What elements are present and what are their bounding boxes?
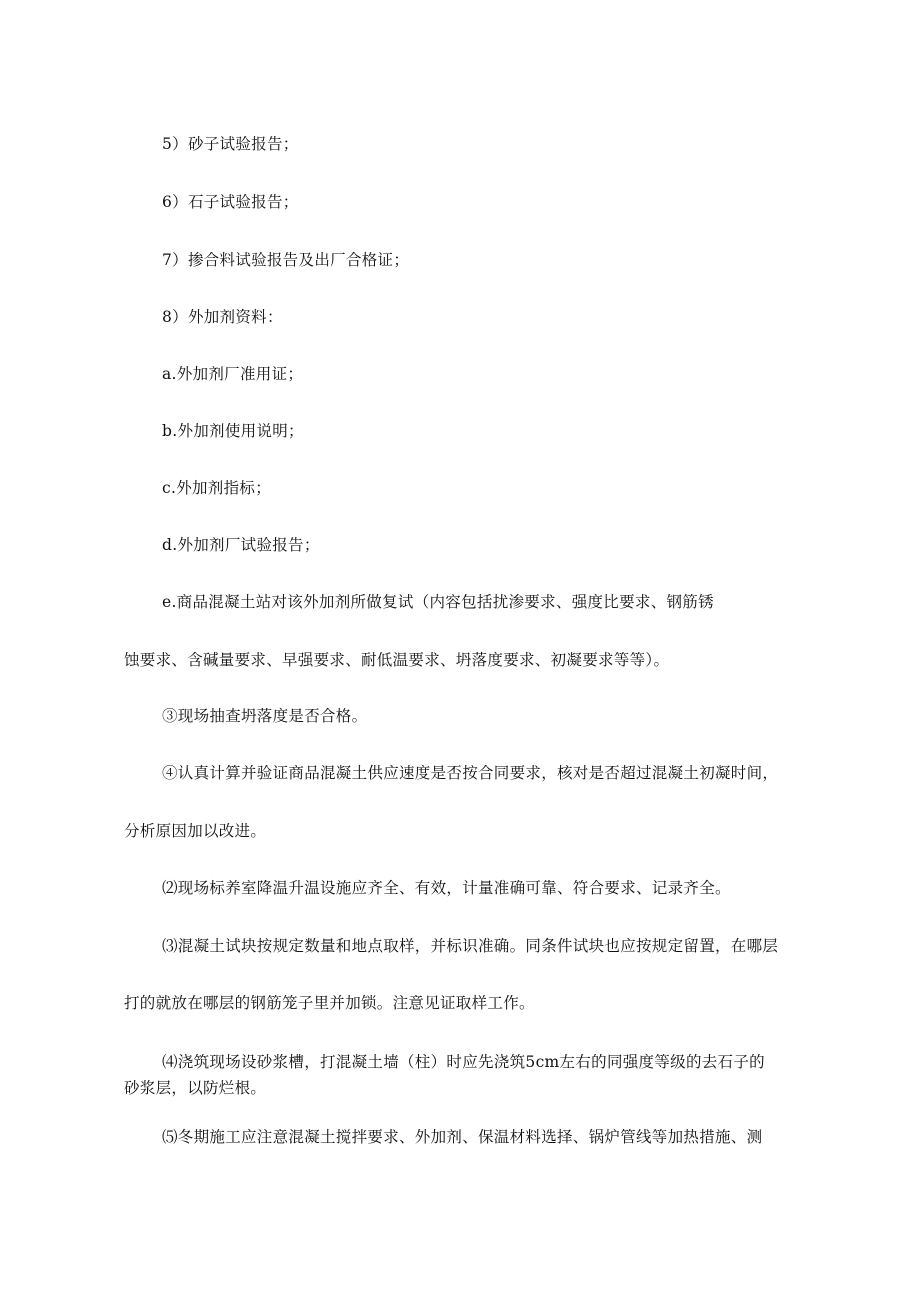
item-curing-room: ⑵现场标养室降温升温设施应齐全、有效，计量准确可靠、符合要求、记录齐全。	[162, 879, 731, 897]
item-mortar-trough-continued: 砂浆层，以防烂根。	[124, 1079, 267, 1097]
subitem-b-instructions: b.外加剂使用说明；	[162, 422, 304, 440]
subitem-e-retest: e.商品混凝土站对该外加剂所做复试（内容包括扰渗要求、强度比要求、钢筋锈	[162, 593, 714, 611]
item-mortar-trough: ⑷浇筑现场设砂浆槽，打混凝土墙（柱）时应先浇筑5cm左右的同强度等级的去石子的	[162, 1053, 765, 1071]
subitem-e-retest-continued: 蚀要求、含碱量要求、早强要求、耐低温要求、坍落度要求、初凝要求等等）。	[124, 651, 670, 669]
item-admixture-material-report: 7）掺合料试验报告及出厂合格证；	[162, 251, 410, 269]
item-stone-test-report: 6）石子试验报告；	[162, 193, 299, 211]
subitem-d-factory-report: d.外加剂厂试验报告；	[162, 536, 320, 554]
item-supply-speed-continued: 分析原因加以改进。	[124, 822, 267, 840]
item-additive-documents: 8）外加剂资料：	[162, 308, 283, 326]
subitem-a-permit: a.外加剂厂准用证；	[162, 365, 304, 383]
item-slump-check: ③现场抽查坍落度是否合格。	[162, 707, 368, 725]
item-test-blocks-continued: 打的就放在哪层的钢筋笼子里并加锁。注意见证取样工作。	[124, 994, 535, 1012]
item-supply-speed: ④认真计算并验证商品混凝土供应速度是否按合同要求，核对是否超过混凝土初凝时间，	[162, 764, 779, 782]
item-test-blocks: ⑶混凝土试块按规定数量和地点取样，并标识准确。同条件试块也应按规定留置，在哪层	[162, 937, 779, 955]
item-sand-test-report: 5）砂子试验报告；	[162, 135, 299, 153]
subitem-c-indicators: c.外加剂指标；	[162, 479, 272, 497]
item-winter-construction: ⑸冬期施工应注意混凝土搅拌要求、外加剂、保温材料选择、锅炉管线等加热措施、测	[162, 1128, 763, 1146]
